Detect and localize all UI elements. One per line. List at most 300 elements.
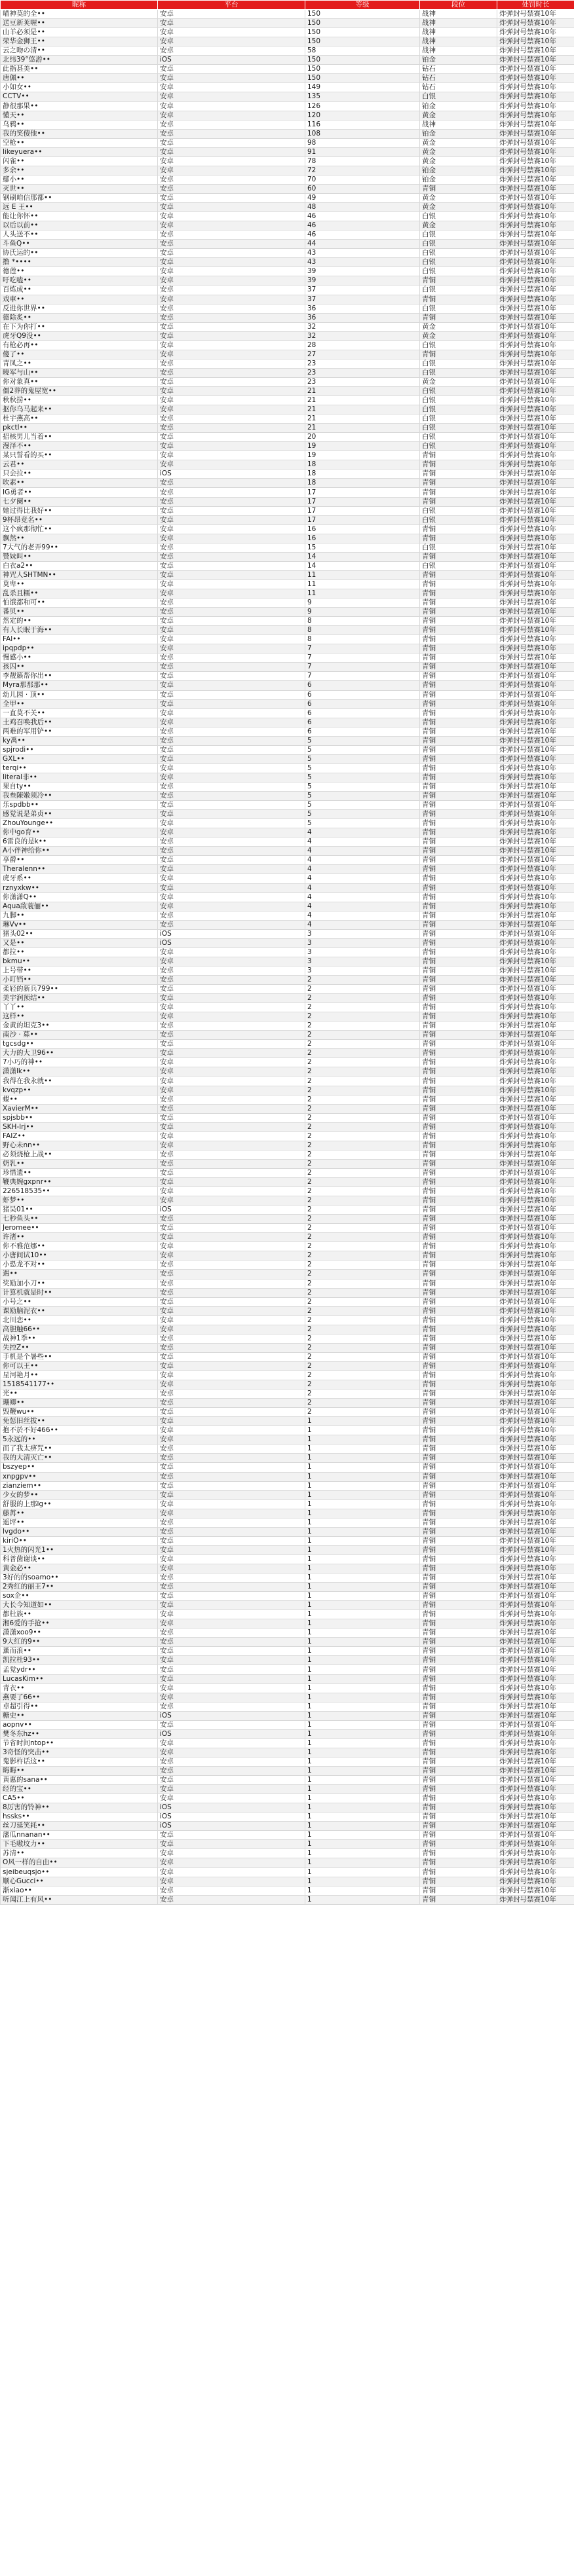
cell-punishment: 炸弹封号禁赛10年 (497, 1224, 574, 1233)
cell-punishment: 炸弹封号禁赛10年 (497, 608, 574, 617)
table-row (1, 1325, 574, 1334)
cell-platform: 安卓 (158, 1150, 305, 1159)
cell-punishment: 炸弹封号禁赛10年 (497, 534, 574, 543)
cell-tier: 青铜 (420, 828, 497, 837)
cell-platform: 安卓 (158, 883, 305, 892)
cell-name: 番贝•• (1, 608, 158, 617)
cell-platform: 安卓 (158, 1012, 305, 1021)
cell-tier: 青铜 (420, 1490, 497, 1500)
cell-platform: 安卓 (158, 1095, 305, 1104)
cell-tier: 青铜 (420, 1435, 497, 1444)
cell-name: 钢刷咱信那都•• (1, 193, 158, 202)
cell-punishment: 炸弹封号禁赛10年 (497, 1150, 574, 1159)
table-row (1, 313, 574, 322)
table-row (1, 442, 574, 451)
table-row (1, 10, 574, 19)
cell-level: 23 (305, 368, 420, 377)
cell-name: bszyep•• (1, 1463, 158, 1472)
cell-platform: 安卓 (158, 1067, 305, 1076)
cell-name: 1518541177•• (1, 1380, 158, 1389)
table-row (1, 1794, 574, 1803)
cell-punishment: 炸弹封号禁赛10年 (497, 626, 574, 635)
table-row (1, 1877, 574, 1886)
table-row (1, 1822, 574, 1831)
table-row (1, 1086, 574, 1095)
cell-tier: 青铜 (420, 975, 497, 984)
cell-level: 1 (305, 1555, 420, 1564)
table-row (1, 506, 574, 515)
cell-name: Myra那那那•• (1, 681, 158, 690)
cell-tier: 青铜 (420, 681, 497, 690)
cell-tier: 青铜 (420, 1527, 497, 1536)
cell-tier: 青铜 (420, 1104, 497, 1113)
cell-tier: 青铜 (420, 865, 497, 874)
cell-punishment: 炸弹封号禁赛10年 (497, 138, 574, 147)
cell-platform: 安卓 (158, 1343, 305, 1352)
cell-level: 2 (305, 994, 420, 1003)
cell-tier: 白银 (420, 240, 497, 249)
cell-punishment: 炸弹封号禁赛10年 (497, 865, 574, 874)
cell-name: 8厉害的铃神•• (1, 1803, 158, 1812)
cell-level: 1 (305, 1794, 420, 1803)
table-row (1, 847, 574, 856)
cell-tier: 白银 (420, 442, 497, 451)
cell-level: 2 (305, 1196, 420, 1205)
table-row (1, 1187, 574, 1196)
cell-platform: 安卓 (158, 322, 305, 331)
cell-punishment: 炸弹封号禁赛10年 (497, 929, 574, 938)
cell-platform: 安卓 (158, 506, 305, 515)
cell-level: 1 (305, 1536, 420, 1545)
cell-platform: 安卓 (158, 1021, 305, 1031)
cell-tier: 白银 (420, 230, 497, 240)
cell-level: 1 (305, 1564, 420, 1573)
cell-name: GXL•• (1, 754, 158, 764)
table-row (1, 617, 574, 626)
cell-tier: 白银 (420, 561, 497, 570)
cell-platform: 安卓 (158, 727, 305, 736)
cell-name: 我的笑傻他•• (1, 129, 158, 138)
cell-name: 珍惜遗•• (1, 1168, 158, 1177)
table-row (1, 488, 574, 497)
cell-punishment: 炸弹封号禁赛10年 (497, 19, 574, 28)
cell-punishment: 炸弹封号禁赛10年 (497, 92, 574, 101)
cell-name: 鄢小•• (1, 175, 158, 184)
cell-name: 某只誓看的买•• (1, 451, 158, 460)
cell-platform: 安卓 (158, 1435, 305, 1444)
cell-name: 此指甚美•• (1, 65, 158, 74)
table-row (1, 405, 574, 414)
cell-punishment: 炸弹封号禁赛10年 (497, 810, 574, 819)
cell-name: A小伴神给你•• (1, 847, 158, 856)
table-row (1, 230, 574, 240)
cell-tier: 青铜 (420, 1279, 497, 1288)
cell-platform: 安卓 (158, 1536, 305, 1545)
cell-level: 5 (305, 810, 420, 819)
table-row (1, 1583, 574, 1592)
table-row (1, 1361, 574, 1371)
cell-name: 山羊必须是•• (1, 28, 158, 37)
table-row (1, 1803, 574, 1812)
cell-punishment: 炸弹封号禁赛10年 (497, 570, 574, 580)
cell-platform: 安卓 (158, 580, 305, 589)
cell-level: 72 (305, 166, 420, 175)
table-row (1, 1242, 574, 1251)
cell-punishment: 炸弹封号禁赛10年 (497, 1343, 574, 1352)
cell-level: 2 (305, 1306, 420, 1316)
table-row (1, 1767, 574, 1776)
cell-tier: 青铜 (420, 1049, 497, 1058)
cell-platform: 安卓 (158, 1674, 305, 1684)
cell-tier: 黄金 (420, 193, 497, 202)
cell-level: 126 (305, 101, 420, 111)
table-row (1, 598, 574, 608)
cell-punishment: 炸弹封号禁赛10年 (497, 1693, 574, 1702)
cell-punishment: 炸弹封号禁赛10年 (497, 1215, 574, 1224)
cell-tier: 青铜 (420, 1693, 497, 1702)
cell-platform: iOS (158, 1803, 305, 1812)
cell-level: 20 (305, 433, 420, 442)
cell-level: 19 (305, 442, 420, 451)
cell-tier: 青铜 (420, 754, 497, 764)
cell-level: 2 (305, 1076, 420, 1086)
cell-platform: 安卓 (158, 1242, 305, 1251)
cell-platform: 安卓 (158, 1545, 305, 1555)
cell-tier: 黄金 (420, 322, 497, 331)
cell-punishment: 炸弹封号禁赛10年 (497, 331, 574, 340)
cell-tier: 青铜 (420, 552, 497, 561)
cell-tier: 青铜 (420, 350, 497, 359)
cell-level: 1 (305, 1831, 420, 1840)
cell-platform: 安卓 (158, 1767, 305, 1776)
cell-punishment: 炸弹封号禁赛10年 (497, 396, 574, 405)
cell-level: 2 (305, 1343, 420, 1352)
cell-platform: 安卓 (158, 304, 305, 313)
cell-platform: 安卓 (158, 414, 305, 424)
cell-punishment: 炸弹封号禁赛10年 (497, 1656, 574, 1665)
cell-name: 舒服的上那lg•• (1, 1500, 158, 1509)
cell-platform: 安卓 (158, 718, 305, 727)
table-row (1, 561, 574, 570)
cell-name: 1火热的闪光1•• (1, 1545, 158, 1555)
cell-name: 野心未nn•• (1, 1141, 158, 1150)
cell-tier: 白银 (420, 515, 497, 524)
table-row (1, 773, 574, 782)
cell-punishment: 炸弹封号禁赛10年 (497, 828, 574, 837)
cell-punishment: 炸弹封号禁赛10年 (497, 524, 574, 534)
table-row (1, 1868, 574, 1877)
cell-level: 1 (305, 1527, 420, 1536)
table-row (1, 1647, 574, 1656)
cell-punishment: 炸弹封号禁赛10年 (497, 1757, 574, 1766)
cell-tier: 白银 (420, 414, 497, 424)
header-punishment: 处罚时长 (497, 1, 574, 10)
cell-name: 小号之•• (1, 1297, 158, 1306)
cell-punishment: 炸弹封号禁赛10年 (497, 276, 574, 285)
cell-platform: 安卓 (158, 985, 305, 994)
table-row (1, 460, 574, 469)
cell-platform: 安卓 (158, 1748, 305, 1757)
cell-punishment: 炸弹封号禁赛10年 (497, 83, 574, 92)
cell-punishment: 炸弹封号禁赛10年 (497, 1380, 574, 1389)
cell-platform: 安卓 (158, 1288, 305, 1297)
table-row (1, 479, 574, 488)
cell-punishment: 炸弹封号禁赛10年 (497, 1868, 574, 1877)
cell-name: 撸 *•••• (1, 258, 158, 267)
cell-tier: 青铜 (420, 488, 497, 497)
cell-punishment: 炸弹封号禁赛10年 (497, 240, 574, 249)
header-tier: 段位 (420, 1, 497, 10)
cell-platform: 安卓 (158, 1849, 305, 1858)
cell-name: 莫卑•• (1, 580, 158, 589)
table-row (1, 764, 574, 773)
cell-level: 7 (305, 663, 420, 672)
cell-tier: 青铜 (420, 1399, 497, 1408)
cell-platform: 安卓 (158, 1325, 305, 1334)
cell-punishment: 炸弹封号禁赛10年 (497, 1545, 574, 1555)
cell-platform: 安卓 (158, 1684, 305, 1693)
table-row (1, 948, 574, 957)
cell-tier: 青铜 (420, 1583, 497, 1592)
cell-platform: 安卓 (158, 221, 305, 230)
cell-level: 3 (305, 966, 420, 975)
cell-tier: 白银 (420, 359, 497, 368)
cell-platform: 安卓 (158, 184, 305, 193)
cell-platform: 安卓 (158, 331, 305, 340)
cell-name: 喵神莫的全•• (1, 10, 158, 19)
cell-platform: 安卓 (158, 1316, 305, 1325)
cell-level: 6 (305, 718, 420, 727)
cell-tier: 青铜 (420, 718, 497, 727)
cell-platform: 安卓 (158, 92, 305, 101)
cell-platform: 安卓 (158, 1472, 305, 1481)
cell-level: 1 (305, 1500, 420, 1509)
cell-punishment: 炸弹封号禁赛10年 (497, 1399, 574, 1408)
cell-punishment: 炸弹封号禁赛10年 (497, 957, 574, 966)
cell-level: 108 (305, 129, 420, 138)
table-row (1, 1168, 574, 1177)
cell-platform: 安卓 (158, 267, 305, 276)
cell-name: 糖史•• (1, 1711, 158, 1720)
table-row (1, 515, 574, 524)
cell-tier: 青铜 (420, 1877, 497, 1886)
cell-level: 2 (305, 1224, 420, 1233)
cell-tier: 青铜 (420, 617, 497, 626)
cell-punishment: 炸弹封号禁赛10年 (497, 111, 574, 120)
cell-level: 2 (305, 1058, 420, 1067)
cell-tier: 青铜 (420, 764, 497, 773)
cell-platform: 安卓 (158, 1159, 305, 1168)
cell-name: 青衣•• (1, 1684, 158, 1693)
cell-platform: 安卓 (158, 1693, 305, 1702)
table-row (1, 368, 574, 377)
cell-level: 18 (305, 469, 420, 479)
table-body (1, 10, 574, 1905)
cell-tier: 黄金 (420, 138, 497, 147)
table-row (1, 340, 574, 350)
table-row (1, 782, 574, 791)
cell-punishment: 炸弹封号禁赛10年 (497, 1334, 574, 1343)
cell-level: 5 (305, 819, 420, 828)
cell-platform: 安卓 (158, 570, 305, 580)
cell-platform: 安卓 (158, 147, 305, 156)
cell-tier: 青铜 (420, 1702, 497, 1711)
table-row (1, 1619, 574, 1628)
cell-name: 手机是个暑些•• (1, 1352, 158, 1361)
cell-punishment: 炸弹封号禁赛10年 (497, 1279, 574, 1288)
cell-platform: 安卓 (158, 608, 305, 617)
cell-name: 黄金必•• (1, 1564, 158, 1573)
table-row (1, 1693, 574, 1702)
cell-platform: 安卓 (158, 65, 305, 74)
cell-tier: 青铜 (420, 1895, 497, 1904)
table-row (1, 1545, 574, 1555)
table-row (1, 1334, 574, 1343)
cell-punishment: 炸弹封号禁赛10年 (497, 37, 574, 46)
table-row (1, 1674, 574, 1684)
cell-name: 白衣a2•• (1, 561, 158, 570)
table-row (1, 1840, 574, 1849)
cell-level: 21 (305, 414, 420, 424)
cell-punishment: 炸弹封号禁赛10年 (497, 653, 574, 663)
cell-platform: 安卓 (158, 451, 305, 460)
cell-punishment: 炸弹封号禁赛10年 (497, 1426, 574, 1435)
cell-tier: 青铜 (420, 1306, 497, 1316)
cell-level: 17 (305, 488, 420, 497)
table-row (1, 74, 574, 83)
cell-platform: 安卓 (158, 37, 305, 46)
cell-platform: 安卓 (158, 230, 305, 240)
cell-tier: 黄金 (420, 147, 497, 156)
table-row (1, 1205, 574, 1215)
table-row (1, 359, 574, 368)
cell-punishment: 炸弹封号禁赛10年 (497, 1352, 574, 1361)
cell-punishment: 炸弹封号禁赛10年 (497, 304, 574, 313)
cell-punishment: 炸弹封号禁赛10年 (497, 56, 574, 65)
cell-platform: 安卓 (158, 1877, 305, 1886)
cell-platform: 安卓 (158, 83, 305, 92)
cell-name: 2秀红的丽王7•• (1, 1583, 158, 1592)
cell-name: 7小巧的神•• (1, 1058, 158, 1067)
cell-tier: 青铜 (420, 1325, 497, 1334)
cell-tier: 铂金 (420, 101, 497, 111)
cell-level: 5 (305, 792, 420, 801)
cell-punishment: 炸弹封号禁赛10年 (497, 1463, 574, 1472)
cell-level: 1 (305, 1886, 420, 1895)
cell-punishment: 炸弹封号禁赛10年 (497, 515, 574, 524)
cell-punishment: 炸弹封号禁赛10年 (497, 1601, 574, 1610)
cell-tier: 青铜 (420, 1886, 497, 1895)
cell-level: 2 (305, 1380, 420, 1389)
cell-name: 许渚•• (1, 1233, 158, 1242)
cell-platform: 安卓 (158, 773, 305, 782)
cell-name: 科普菌谢谈•• (1, 1555, 158, 1564)
cell-name: lvgdo•• (1, 1527, 158, 1536)
cell-level: 2 (305, 1122, 420, 1132)
table-row (1, 856, 574, 865)
cell-platform: 安卓 (158, 350, 305, 359)
table-row (1, 1490, 574, 1500)
table-row (1, 1812, 574, 1822)
cell-platform: 安卓 (158, 138, 305, 147)
cell-punishment: 炸弹封号禁赛10年 (497, 1141, 574, 1150)
cell-name: 免惩旧丝拔•• (1, 1417, 158, 1426)
cell-name: 凯拉杜93•• (1, 1656, 158, 1665)
table-row (1, 1371, 574, 1380)
cell-platform: 安卓 (158, 1868, 305, 1877)
cell-tier: 青铜 (420, 1509, 497, 1518)
cell-tier: 青铜 (420, 1297, 497, 1306)
cell-platform: 安卓 (158, 258, 305, 267)
cell-name: 能让你怀•• (1, 212, 158, 221)
cell-platform: 安卓 (158, 1610, 305, 1619)
cell-platform: 安卓 (158, 1702, 305, 1711)
cell-punishment: 炸弹封号禁赛10年 (497, 74, 574, 83)
cell-name: FAIZ•• (1, 1132, 158, 1141)
cell-name: 北纬39°悠游•• (1, 56, 158, 65)
cell-name: 斗鱼Q•• (1, 240, 158, 249)
cell-tier: 青铜 (420, 801, 497, 810)
cell-level: 8 (305, 635, 420, 644)
cell-platform: 安卓 (158, 754, 305, 764)
cell-punishment: 炸弹封号禁赛10年 (497, 985, 574, 994)
cell-punishment: 炸弹封号禁赛10年 (497, 847, 574, 856)
cell-platform: 安卓 (158, 653, 305, 663)
cell-platform: 安卓 (158, 1444, 305, 1454)
cell-tier: 青铜 (420, 690, 497, 699)
cell-level: 7 (305, 644, 420, 653)
cell-level: 1 (305, 1435, 420, 1444)
cell-platform: 安卓 (158, 1555, 305, 1564)
cell-level: 32 (305, 331, 420, 340)
table-row (1, 1040, 574, 1049)
cell-level: 1 (305, 1601, 420, 1610)
cell-platform: 安卓 (158, 175, 305, 184)
cell-tier: 青铜 (420, 792, 497, 801)
cell-tier: 战神 (420, 46, 497, 56)
cell-tier: 青铜 (420, 1812, 497, 1822)
cell-punishment: 炸弹封号禁赛10年 (497, 617, 574, 626)
cell-name: 猪吴01•• (1, 1205, 158, 1215)
cell-punishment: 炸弹封号禁赛10年 (497, 10, 574, 19)
cell-name: 226518535•• (1, 1187, 158, 1196)
cell-punishment: 炸弹封号禁赛10年 (497, 1242, 574, 1251)
cell-tier: 青铜 (420, 1168, 497, 1177)
cell-platform: 安卓 (158, 1454, 305, 1463)
cell-name: 戏車•• (1, 295, 158, 304)
cell-name: 小恐龙不对•• (1, 1260, 158, 1270)
cell-level: 2 (305, 1205, 420, 1215)
cell-name: 云君•• (1, 460, 158, 469)
cell-tier: 青铜 (420, 819, 497, 828)
cell-tier: 铂金 (420, 56, 497, 65)
cell-tier: 青铜 (420, 1674, 497, 1684)
table-row (1, 156, 574, 166)
table-row (1, 331, 574, 340)
table-row (1, 994, 574, 1003)
cell-level: 1 (305, 1509, 420, 1518)
cell-level: 2 (305, 1067, 420, 1076)
cell-platform: 安卓 (158, 782, 305, 791)
cell-punishment: 炸弹封号禁赛10年 (497, 120, 574, 129)
cell-platform: 安卓 (158, 663, 305, 672)
cell-platform: 安卓 (158, 672, 305, 681)
cell-platform: 安卓 (158, 129, 305, 138)
cell-platform: 安卓 (158, 865, 305, 874)
cell-name: 有枪必再•• (1, 340, 158, 350)
cell-tier: 青铜 (420, 1031, 497, 1040)
table-row (1, 1122, 574, 1132)
